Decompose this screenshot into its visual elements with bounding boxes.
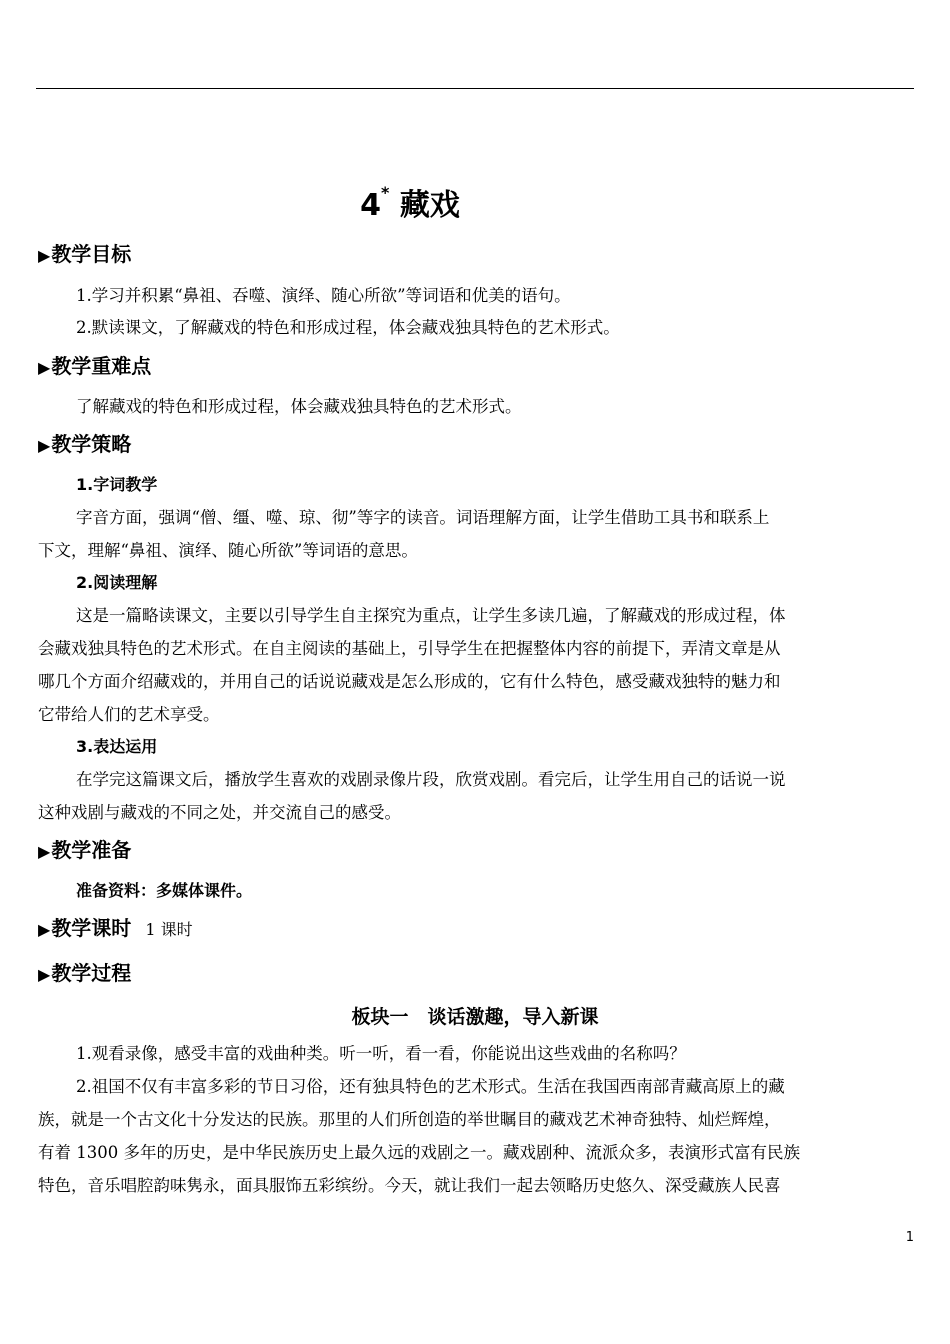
section-heading-process: ▶教学过程 [38, 961, 132, 985]
section-heading-strategy: ▶教学策略 [38, 432, 132, 456]
strategy-subheading: 2.阅读理解 [76, 573, 158, 592]
header-rule [36, 88, 914, 89]
triangle-icon: ▶ [38, 246, 51, 265]
paragraph-line: 它带给人们的艺术享受。 [38, 705, 220, 724]
section-heading-key-points: ▶教学重难点 [38, 354, 152, 378]
paragraph-line: 特色，音乐唱腔韵味隽永，面具服饰五彩缤纷。今天，就让我们一起去领略历史悠久、深受藏族人民喜 [38, 1176, 781, 1195]
paragraph-line: 这种戏剧与藏戏的不同之处，并交流自己的感受。 [38, 803, 401, 822]
paragraph-line: 在学完这篇课文后，播放学生喜欢的戏剧录像片段，欣赏戏剧。看完后，让学生用自己的话说一说 [76, 770, 786, 789]
strategy-subheading: 3.表达运用 [76, 737, 158, 756]
paragraph-line: 字音方面，强调“僧、缰、噬、琼、彻”等字的读音。词语理解方面，让学生借助工具书和联系上 [76, 508, 770, 527]
triangle-icon: ▶ [38, 920, 51, 939]
key-points-text: 了解藏戏的特色和形成过程，体会藏戏独具特色的艺术形式。 [76, 397, 522, 416]
preparation-text: 准备资料：多媒体课件。 [76, 881, 253, 900]
section-heading-goals: ▶教学目标 [38, 242, 132, 266]
triangle-icon: ▶ [38, 842, 51, 861]
goal-item: 1.学习并积累“鼻祖、吞噬、演绎、随心所欲”等词语和优美的语句。 [76, 286, 571, 305]
page-number: 1 [905, 1230, 914, 1245]
triangle-icon: ▶ [38, 436, 51, 455]
page-title: 4* 藏戏 [360, 183, 460, 223]
paragraph-line: 2.祖国不仅有丰富多彩的节日习俗，还有独具特色的艺术形式。生活在我国西南部青藏高原上的藏 [76, 1077, 785, 1096]
paragraph-line: 这是一篇略读课文，主要以引导学生自主探究为重点，让学生多读几遍，了解藏戏的形成过程，体 [76, 606, 786, 625]
hours-value: 1 课时 [145, 920, 193, 939]
paragraph-line: 会藏戏独具特色的艺术形式。在自主阅读的基础上，引导学生在把握整体内容的前提下，弄清文章是从 [38, 639, 781, 658]
goal-item: 2.默读课文，了解藏戏的特色和形成过程，体会藏戏独具特色的艺术形式。 [76, 318, 620, 337]
paragraph-line: 哪几个方面介绍藏戏的，并用自己的话说说藏戏是怎么形成的，它有什么特色，感受藏戏独特的魅力和 [38, 672, 781, 691]
block-title: 板块一 谈话激趣，导入新课 [351, 1006, 599, 1028]
paragraph-line: 下文，理解“鼻祖、演绎、随心所欲”等词语的意思。 [38, 541, 418, 560]
paragraph-line: 族，就是一个古文化十分发达的民族。那里的人们所创造的举世瞩目的藏戏艺术神奇独特、灿烂辉煌， [38, 1110, 781, 1129]
triangle-icon: ▶ [38, 358, 51, 377]
triangle-icon: ▶ [38, 965, 51, 984]
section-heading-preparation: ▶教学准备 [38, 838, 132, 862]
section-heading-hours: ▶教学课时 1 课时 [38, 916, 193, 940]
strategy-subheading: 1.字词教学 [76, 475, 158, 494]
paragraph-line: 1.观看录像，感受丰富的戏曲种类。听一听，看一看，你能说出这些戏曲的名称吗？ [76, 1044, 686, 1063]
paragraph-line: 有着 1300 多年的历史，是中华民族历史上最久远的戏剧之一。藏戏剧种、流派众多，表演形式富有民族 [38, 1143, 800, 1162]
